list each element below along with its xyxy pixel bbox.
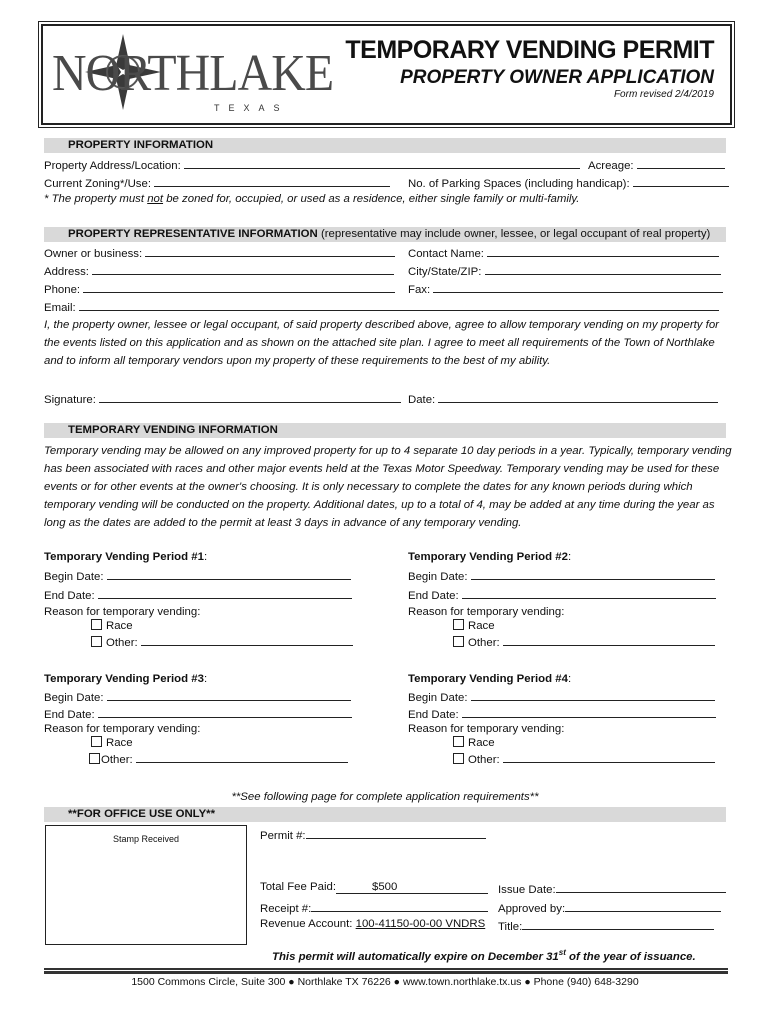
period-1 [44, 551, 374, 661]
signature-date-field[interactable] [438, 391, 718, 403]
approved-row [498, 900, 721, 915]
receipt-label: Receipt #: [260, 903, 312, 915]
fax-label: Fax: [408, 284, 431, 296]
period-2-other-field[interactable] [503, 634, 715, 646]
email-label: Email: [44, 302, 76, 314]
section-heading-representative: PROPERTY REPRESENTATIVE INFORMATION (representative may include owner, lessee, or legal occupant of real property) [68, 228, 711, 240]
rep-address-label: Address: [44, 266, 89, 278]
period-3-begin-field[interactable] [107, 689, 351, 701]
city-field[interactable] [485, 263, 721, 275]
rep-address-row [44, 263, 394, 278]
contact-field[interactable] [487, 245, 719, 257]
vending-description: Temporary vending may be allowed on any improved property for up to 4 separate 10 day periods in a year. Typically, temporary vending has been associated with races and other major events held at the Texas Motor Speedway. Temporary vending may be used for these events or for other events at the owner's choosing. It is only necessary to complete the dates for any known periods during which temporary vending will be conducted on the property. Additional dates, up to a total of 4, may be added at any time during the year as long as the dates are added to the permit at least 3 days in advance of any temporary vending. [44, 445, 732, 529]
zoning-field[interactable] [154, 175, 390, 187]
footer-address: 1500 Commons Circle, Suite 300 ● Northlake TX 76226 ● www.town.northlake.tx.us ● Phone (940) 648-3290 [131, 976, 639, 988]
period-1-race-checkbox[interactable] [91, 619, 102, 630]
parking-row [408, 175, 729, 190]
phone-field[interactable] [83, 281, 395, 293]
other-label: Other: [101, 754, 133, 766]
section-heading-vending: TEMPORARY VENDING INFORMATION [68, 424, 278, 436]
issue-label: Issue Date: [498, 884, 556, 896]
rep-address-field[interactable] [92, 263, 394, 275]
phone-label: Phone: [44, 284, 81, 296]
revenue-label: Revenue Account: [260, 918, 353, 930]
approved-field[interactable] [565, 900, 721, 912]
address-label: Property Address/Location: [44, 160, 181, 172]
period-2 [408, 551, 738, 661]
owner-field[interactable] [145, 245, 395, 257]
period-3-other-field[interactable] [136, 751, 348, 763]
agreement-paragraph: I, the property owner, lessee or legal occupant, of said property described above, agree to allow temporary vending on my property for the events listed on this application and as shown on the attached site plan. I agree to meet all requirements of the Town of Northlake and to inform all temporary vendors upon my property of these requirements to the best of my ability. [44, 319, 719, 367]
date-row [408, 391, 718, 406]
begin-label: Begin Date: [44, 692, 104, 704]
email-row [44, 299, 719, 314]
period-4-race-checkbox[interactable] [453, 736, 464, 747]
period-3-race-checkbox[interactable] [91, 736, 102, 747]
acreage-label: Acreage: [588, 160, 634, 172]
revenue-value: 100-41150-00-00 VNDRS [355, 918, 486, 930]
issue-date-field[interactable] [556, 881, 726, 893]
fee-label: Total Fee Paid: [260, 881, 336, 893]
owner-label: Owner or business: [44, 248, 143, 260]
expire-note: This permit will automatically expire on December 31st of the year of issuance. [272, 948, 696, 963]
parking-label: No. of Parking Spaces (including handicap): [408, 178, 630, 190]
title-field[interactable] [522, 918, 714, 930]
reason-label: Reason for temporary vending: [408, 606, 565, 618]
end-label: End Date: [44, 709, 95, 721]
see-following-note: **See following page for complete application requirements** [231, 791, 539, 803]
period-4 [408, 673, 738, 773]
period-3-other-checkbox[interactable] [89, 753, 100, 764]
permit-label: Permit #: [260, 830, 306, 842]
receipt-field[interactable] [311, 900, 488, 912]
title-row [498, 918, 714, 933]
period-1-other-field[interactable] [141, 634, 353, 646]
end-label: End Date: [408, 709, 459, 721]
zoning-note: * The property must not be zoned for, occupied, or used as a residence, either single family or multi-family. [44, 193, 580, 205]
other-label: Other: [468, 637, 500, 649]
period-1-title: Temporary Vending Period #1: [44, 551, 208, 563]
signature-field[interactable] [99, 391, 401, 403]
city-label: City/State/ZIP: [408, 266, 482, 278]
receipt-row [260, 900, 488, 915]
logo-text: NORTHLAKE [52, 45, 334, 102]
title-label: Title: [498, 921, 523, 933]
period-1-other-checkbox[interactable] [91, 636, 102, 647]
fee-row [260, 881, 488, 894]
other-label: Other: [106, 637, 138, 649]
email-field[interactable] [79, 299, 719, 311]
revenue-row [260, 918, 485, 930]
period-4-title: Temporary Vending Period #4: [408, 673, 572, 685]
race-label: Race [468, 620, 495, 632]
period-4-other-checkbox[interactable] [453, 753, 464, 764]
approved-label: Approved by: [498, 903, 566, 915]
acreage-field[interactable] [637, 157, 725, 169]
office-heading: **FOR OFFICE USE ONLY** [68, 808, 216, 820]
footer-rule-thin [44, 968, 728, 970]
northlake-logo [52, 30, 334, 115]
period-2-begin-field[interactable] [471, 568, 715, 580]
zoning-label: Current Zoning*/Use: [44, 178, 151, 190]
zoning-row [44, 175, 390, 190]
period-2-end-field[interactable] [462, 587, 716, 599]
stamp-label: Stamp Received [112, 834, 180, 844]
period-1-begin-field[interactable] [107, 568, 351, 580]
revised-date: Form revised 2/4/2019 [613, 89, 714, 100]
page-title: TEMPORARY VENDING PERMIT [345, 36, 714, 64]
acreage-row [588, 157, 725, 172]
begin-label: Begin Date: [408, 692, 468, 704]
end-label: End Date: [408, 590, 459, 602]
reason-label: Reason for temporary vending: [44, 606, 201, 618]
period-2-race-checkbox[interactable] [453, 619, 464, 630]
period-3-title: Temporary Vending Period #3: [44, 673, 208, 685]
end-label: End Date: [44, 590, 95, 602]
fax-row [408, 281, 723, 296]
period-3 [44, 673, 374, 773]
footer-rule-thick [44, 971, 728, 974]
owner-row [44, 245, 395, 260]
period-2-title: Temporary Vending Period #2: [408, 551, 572, 563]
contact-label: Contact Name: [408, 248, 484, 260]
contact-row [408, 245, 719, 260]
period-3-end-field[interactable] [98, 706, 352, 718]
period-4-begin-field[interactable] [471, 689, 715, 701]
race-label: Race [468, 737, 495, 749]
begin-label: Begin Date: [44, 571, 104, 583]
stamp-box [45, 825, 247, 945]
property-address-row [44, 157, 580, 172]
race-label: Race [106, 620, 133, 632]
permit-field[interactable] [306, 827, 486, 839]
parking-field[interactable] [633, 175, 729, 187]
fax-field[interactable] [433, 281, 723, 293]
phone-row [44, 281, 395, 296]
begin-label: Begin Date: [408, 571, 468, 583]
race-label: Race [106, 737, 133, 749]
period-4-other-field[interactable] [503, 751, 715, 763]
reason-label: Reason for temporary vending: [408, 723, 565, 735]
period-1-end-field[interactable] [98, 587, 352, 599]
date-label: Date: [408, 394, 436, 406]
period-4-end-field[interactable] [462, 706, 716, 718]
property-address-field[interactable] [184, 157, 580, 169]
permit-row [260, 827, 486, 842]
section-heading-property: PROPERTY INFORMATION [68, 139, 214, 151]
city-row [408, 263, 721, 278]
other-label: Other: [468, 754, 500, 766]
logo-subtext: TEXAS [214, 103, 289, 113]
fee-value: $500 [336, 881, 488, 894]
reason-label: Reason for temporary vending: [44, 723, 201, 735]
issue-row [498, 881, 726, 896]
signature-label: Signature: [44, 394, 96, 406]
period-2-other-checkbox[interactable] [453, 636, 464, 647]
signature-row [44, 391, 401, 406]
page-subtitle: PROPERTY OWNER APPLICATION [400, 67, 714, 88]
